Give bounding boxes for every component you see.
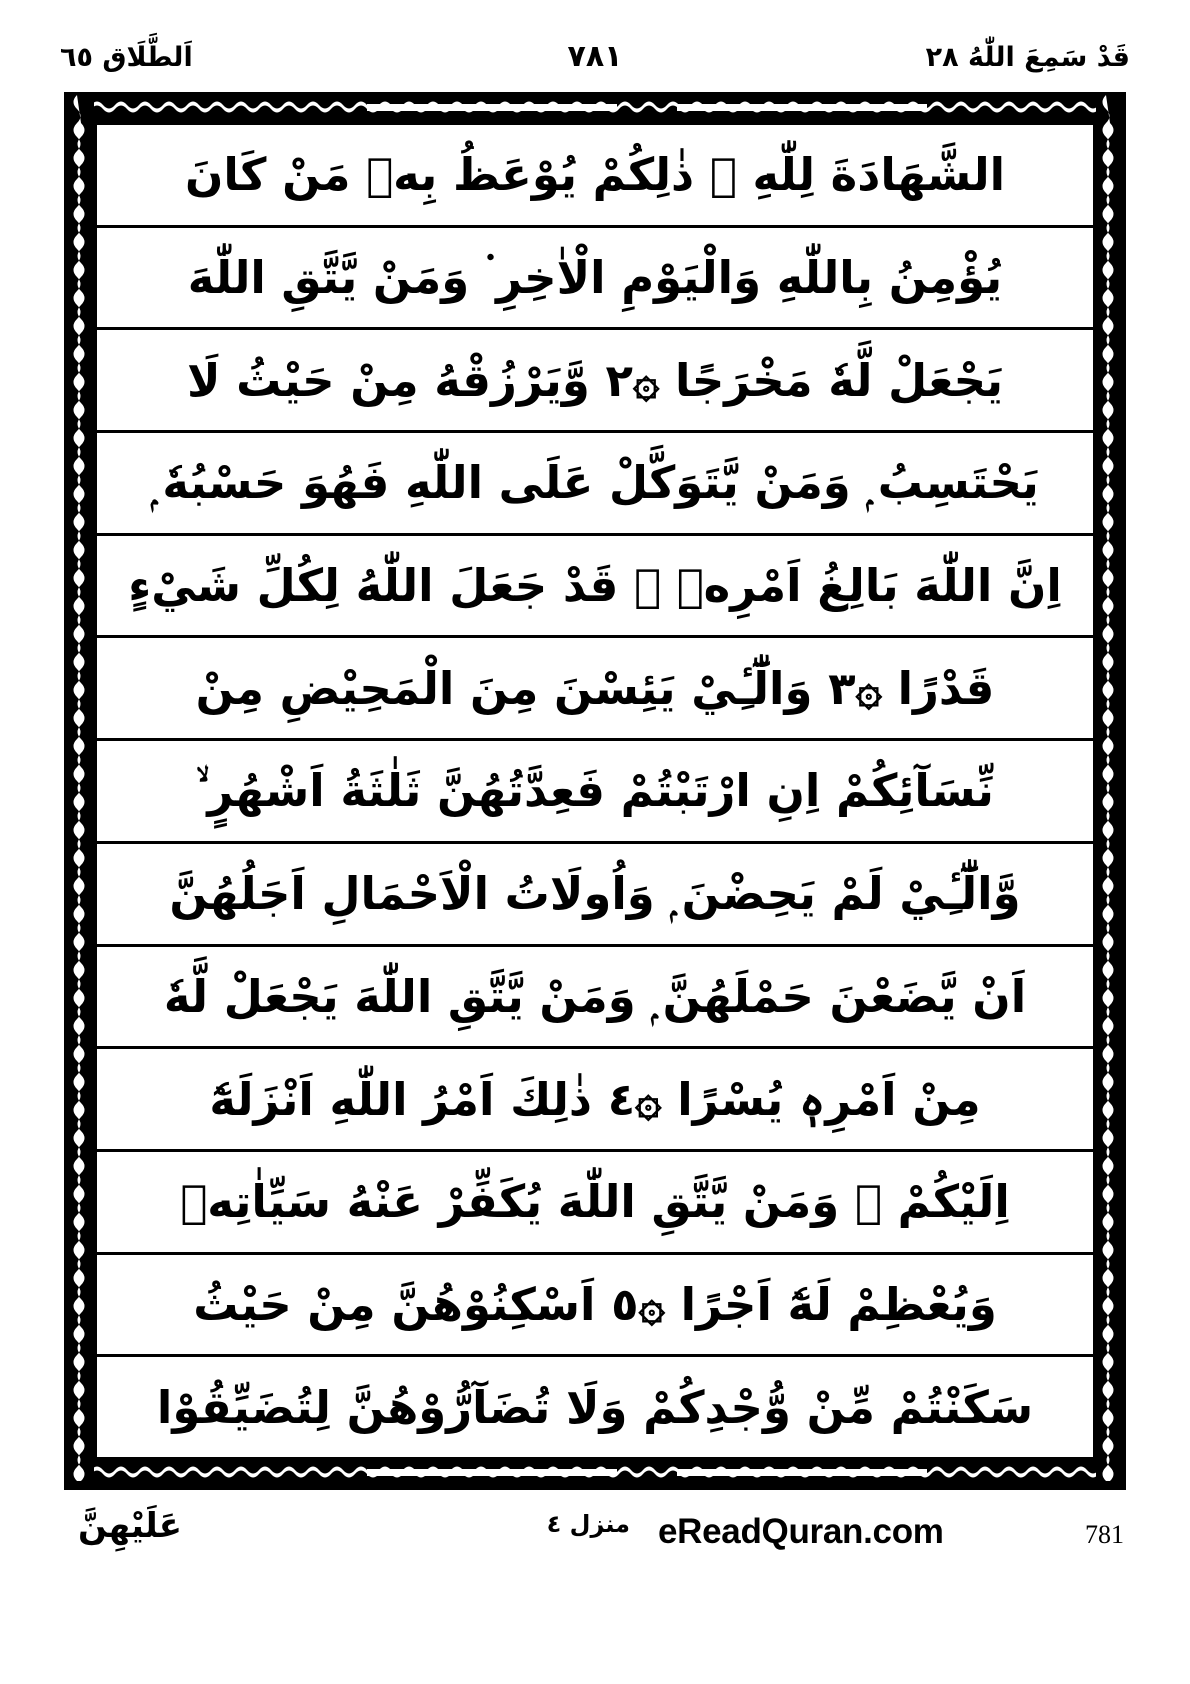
ornament-band-bottom — [67, 1460, 1123, 1487]
header-page-number-arabic: ٧٨١ — [567, 39, 623, 74]
brand-label: eReadQuran.com — [658, 1512, 944, 1551]
quran-line — [97, 1357, 1093, 1457]
quran-line — [97, 844, 1093, 947]
quran-line — [97, 125, 1093, 228]
quran-line-text: يُؤْمِنُ بِاللّٰهِ وَالْيَوْمِ الْاٰخِرِ ۬ وَمَنْ يَّتَّقِ اللّٰهَ — [187, 251, 1003, 305]
quran-line — [97, 1049, 1093, 1152]
quran-line-text: اِلَيْكُمْ ۭ وَمَنْ يَّتَّقِ اللّٰهَ يُكَفِّرْ عَنْهُ سَيِّاٰتِهٖ — [180, 1175, 1010, 1229]
surah-label: اَلطَّلَاق ٦٥ — [60, 41, 193, 73]
quran-line-text: الشَّهَادَةَ لِلّٰهِ ۭ ذٰلِكُمْ يُوْعَظُ بِهٖ مَنْ كَانَ — [184, 148, 1006, 202]
quran-line-text: وَّالّٰٓـِٔيْ لَمْ يَحِضْنَ ۭ وَاُولَاتُ الْاَحْمَالِ اَجَلُهُنَّ — [169, 867, 1021, 921]
quran-text-block — [97, 125, 1093, 1457]
manzil-label: منزل ٤ — [546, 1510, 631, 1538]
catchword: عَلَيْهِنَّ — [78, 1506, 183, 1546]
quran-line-text: نِّسَآئِكُمْ اِنِ ارْتَبْتُمْ فَعِدَّتُهُنَّ ثَلٰثَةُ اَشْهُرٍ ۙ — [196, 764, 994, 818]
ornament-band-right — [1096, 95, 1123, 1487]
quran-line-text: يَحْتَسِبُ ۭ وَمَنْ يَّتَوَكَّلْ عَلَى اللّٰهِ فَهُوَ حَسْبُهٗ ۭ — [151, 456, 1039, 510]
quran-line — [97, 1255, 1093, 1358]
quran-line — [97, 433, 1093, 536]
quran-line — [97, 228, 1093, 331]
quran-line-text: سَكَنْتُمْ مِّنْ وُّجْدِكُمْ وَلَا تُضَآرُّوْهُنَّ لِتُضَيِّقُوْا — [156, 1380, 1034, 1434]
quran-line-text: اِنَّ اللّٰهَ بَالِغُ اَمْرِهٖ ۭ قَدْ جَعَلَ اللّٰهُ لِكُلِّ شَيْءٍ — [128, 559, 1062, 613]
quran-line-text: اَنْ يَّضَعْنَ حَمْلَهُنَّ ۭ وَمَنْ يَّتَّقِ اللّٰهَ يَجْعَلْ لَّهٗ — [163, 969, 1027, 1023]
page-footer — [64, 1500, 1126, 1590]
quran-line — [97, 1152, 1093, 1255]
quran-line — [97, 536, 1093, 639]
juz-label: قَدْ سَمِعَ اللّٰهُ ٢٨ — [925, 41, 1130, 73]
ornamental-frame — [64, 92, 1126, 1490]
ornament-band-top — [67, 95, 1123, 122]
quran-line — [97, 330, 1093, 433]
footer-page-number: 781 — [1085, 1520, 1124, 1549]
quran-line-text: قَدْرًا ۞٣ وَالّٰٓـِٔيْ يَئِسْنَ مِنَ الْمَحِيْضِ مِنْ — [195, 661, 995, 715]
ornament-band-left — [67, 95, 94, 1487]
quran-line-text: يَجْعَلْ لَّهٗ مَخْرَجًا ۞٢ وَّيَرْزُقْهُ مِنْ حَيْثُ لَا — [186, 353, 1004, 407]
quran-line — [97, 947, 1093, 1050]
quran-line — [97, 741, 1093, 844]
quran-line — [97, 638, 1093, 741]
quran-line-text: وَيُعْظِمْ لَهٗٓ اَجْرًا ۞٥ اَسْكِنُوْهُنَّ مِنْ حَيْثُ — [193, 1277, 997, 1331]
quran-line-text: مِنْ اَمْرِهٖ يُسْرًا ۞٤ ذٰلِكَ اَمْرُ اللّٰهِ اَنْزَلَهٗٓ — [209, 1072, 981, 1126]
page-header — [60, 30, 1130, 88]
